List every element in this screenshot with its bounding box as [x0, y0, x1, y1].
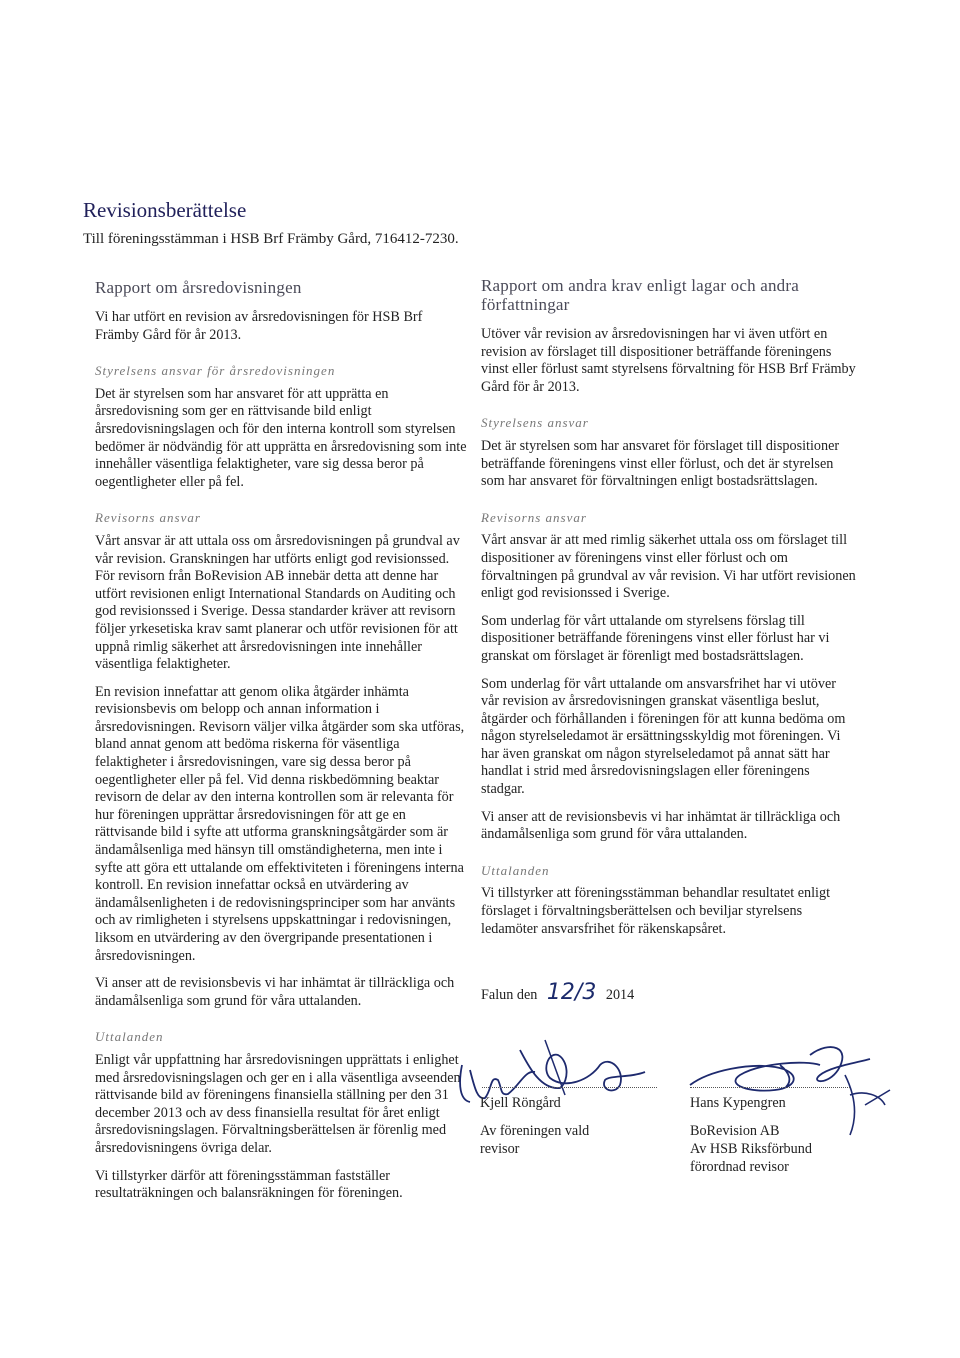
subheading-board-responsibility: Styrelsens ansvar för årsredovisningen — [95, 363, 336, 379]
subheading-opinions: Uttalanden — [95, 1029, 164, 1045]
signatory-1-role-line-2: revisor — [480, 1141, 520, 1157]
subheading-auditor-responsibility-right: Revisorns ansvar — [481, 509, 587, 525]
date-place: Falun den — [481, 987, 538, 1003]
signature-line-2 — [690, 1087, 850, 1088]
date-handwritten: 12/3 — [546, 980, 597, 1005]
section-heading-other-requirements: Rapport om andra krav enligt lagar och andra författningar — [481, 276, 799, 314]
signatory-2-role-line-3: förordnad revisor — [690, 1159, 789, 1175]
auditor-text-right-2: Som underlag för vårt uttalande om styrelsens förslag till dispositioner beträffande föreningens vinst eller förlust har vi granskat om förslaget är förenligt med bostadsrättslagen. — [481, 612, 830, 664]
left-column — [95, 278, 470, 1213]
document-subtitle: Till föreningsstämman i HSB Brf Främby Gård, 716412-7230. — [83, 231, 459, 247]
signatory-2-role-line-1: BoRevision AB — [690, 1123, 780, 1139]
date-line — [481, 980, 634, 1005]
auditor-responsibility-text-3: Vi anser att de revisionsbevis vi har inhämtat är tillräckliga och ändamålsenliga som grund för våra uttalanden. — [95, 975, 455, 1009]
section-heading-annual-report: Rapport om årsredovisningen — [95, 278, 302, 297]
opinion-text-right: Vi tillstyrker att föreningsstämman behandlar resultatet enligt förslaget i förvaltningsberättelsen och beviljar styrelsens ledamöter ansvarsfrihet för räkenskapsåret. — [481, 885, 831, 937]
signatory-1-name: Kjell Röngård — [480, 1095, 561, 1111]
intro-paragraph-right: Utöver vår revision av årsredovisningen har vi även utfört en revision av förslaget till dispositioner beträffande föreningens vinst eller förlust samt styrelsens förvaltning för HSB Brf Främby Gård för år 2013. — [481, 326, 856, 395]
subheading-opinions-right: Uttalanden — [481, 862, 550, 878]
signatory-2 — [690, 1094, 812, 1176]
subheading-board-responsibility-right: Styrelsens ansvar — [481, 415, 589, 431]
bleed-through-text — [770, 40, 773, 55]
auditor-text-right-3: Som underlag för vårt uttalande om ansvarsfrihet har vi utöver vår revision av årsredovisningen granskat väsentliga beslut, åtgärder och förhållanden i föreningen för att kunna bedöma om någon styrelseledamot är ersättningsskyldig mot föreningen. Vi har även granskat om någon styrelseledamot på annat sätt har handlat i strid med årsredovisningslagen eller föreningens stadgar. — [481, 675, 846, 798]
opinion-text-2: Vi tillstyrker därför att föreningsstämman fastställer resultaträkningen och balansräkningen för föreningen. — [95, 1167, 403, 1202]
document-title: Revisionsberättelse — [83, 198, 247, 222]
right-column — [481, 276, 856, 948]
signatory-1 — [480, 1094, 589, 1158]
subheading-auditor-responsibility: Revisorns ansvar — [95, 510, 201, 526]
board-responsibility-text: Det är styrelsen som har ansvaret för att upprätta en årsredovisning som ger en rättvisande bild enligt årsredovisningslagen och för den interna kontroll som styrelsen bedömer är nödvändig för att upprätta en årsredovisning som inte innehåller väsentliga felaktigheter, vare sig dessa beror på oegentligheter eller på fel. — [95, 385, 467, 490]
board-responsibility-text-right: Det är styrelsen som har ansvaret för förslaget till dispositioner beträffande föreningens vinst eller förlust, och det är styrelsen som har ansvaret för förvaltningen enligt bostadsrättslagen. — [481, 437, 840, 490]
auditor-text-right-4: Vi anser att de revisionsbevis vi har inhämtat är tillräckliga och ändamålsenliga som grund för våra uttalanden. — [481, 808, 841, 843]
auditor-responsibility-text-2: En revision innefattar att genom olika åtgärder inhämta revisionsbevis om belopp och annan information i årsredovisningen. Revisorn väljer vilka åtgärder som ska utföras, bland annat genom att bedöma riskerna för väsentliga felaktigheter i årsredovisningen, vare sig dessa beror på oegentligheter eller på fel. Vid denna riskbedömning beaktar revisorn de delar av den interna kontrollen som är relevanta för hur föreningen upprättar årsredovisningen för att ge en rättvisande bild i syfte att utforma granskningsåtgärder som är ändamålsenliga med hänsyn till omständigheterna, men inte i syfte att göra ett uttalande om effektiviteten i föreningens interna kontroll. En revision innefattar också en utvärdering av ändamålsenligheten i de redovisningsprinciper som har använts och av rimligheten i styrelsens uppskattningar i redovisningen, liksom en utvärdering av den övergripande presentationen i årsredovisningen. — [95, 683, 465, 964]
signatory-2-role-line-2: Av HSB Riksförbund — [690, 1141, 812, 1157]
auditor-responsibility-text-1: Vårt ansvar är att uttala oss om årsredovisningen på grundval av vår revision. Granskningen har utförts enligt god revisionssed. För revisorn från BoRevision AB innebär detta att denne har utfört revisionen enligt International Standards on Auditing och god revisionssed i Sverige. Dessa standarder kräver att revisorn följer yrkesetiska krav samt planerar och utför revisionen för att uppnå rimlig säkerhet att årsredovisningen inte innehåller väsentliga felaktigheter. — [95, 532, 460, 673]
signatory-1-role-line-1: Av föreningen vald — [480, 1123, 590, 1139]
date-year: 2014 — [605, 987, 635, 1003]
signature-line-1 — [482, 1087, 657, 1088]
signatory-2-name: Hans Kypengren — [690, 1095, 786, 1111]
auditor-text-right-1: Vårt ansvar är att med rimlig säkerhet uttala oss om förslaget till dispositioner av föreningens vinst eller förlust och om förvaltningen på grundval av vår revision. Vi har utfört revisionen enligt god revisionssed i Sverige. — [481, 532, 856, 602]
intro-paragraph: Vi har utfört en revision av årsredovisningen för HSB Brf Främby Gård för år 2013. — [95, 309, 423, 343]
opinion-text-1: Enligt vår uppfattning har årsredovisningen upprättats i enlighet med årsredovisningslagen och ger en i alla väsentliga avseenden rättvisande bild av föreningens finansiella ställning per den 31 december 2013 och av dess finansiella resultat för året enligt årsredovisningslagen. Förvaltningsberättelsen är förenlig med årsredovisningens övriga delar. — [95, 1051, 461, 1156]
